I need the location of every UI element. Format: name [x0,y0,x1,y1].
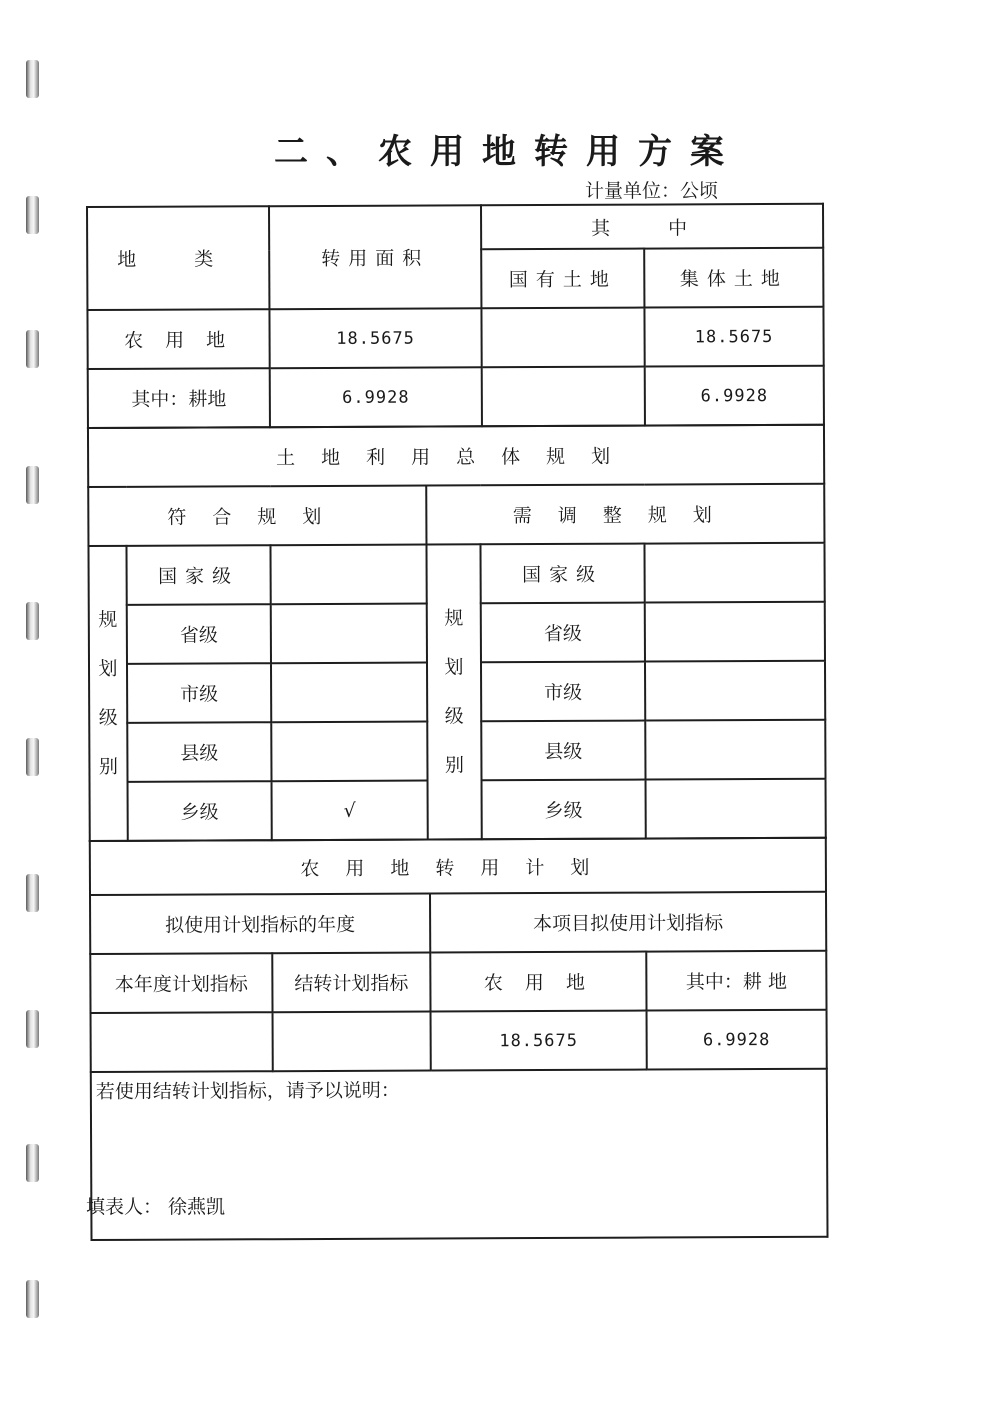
header-land-type: 地 类 [87,206,269,310]
convert-plan-title: 农用地转用计划 [90,838,826,895]
punch-hole [26,1144,39,1182]
row-collective: 18.5675 [644,307,823,367]
level-name: 县级 [481,721,645,781]
row-state [482,367,645,427]
measure-unit: 计量单位：公顷 [585,180,719,202]
level-name: 乡级 [482,780,646,840]
carry-over-header: 结转计划指标 [272,953,430,1013]
project-quota-header: 本项目拟使用计划指标 [430,892,826,953]
adjust-plan-header: 需调整规划 [426,484,824,545]
punch-hole [26,1010,39,1048]
this-year-header: 本年度计划指标 [90,953,272,1013]
level-name: 乡级 [128,781,272,841]
plan-level-label-left: 规 划 级 别 [88,546,127,841]
level-name: 县级 [127,722,271,782]
year-quota-header: 拟使用计划指标的年度 [90,894,430,954]
level-name: 国家级 [480,544,644,604]
row-state [481,308,644,368]
level-comply-value: √ [272,781,428,841]
this-year-value [91,1012,273,1072]
plan-level-label-right: 规 划 级 别 [426,544,481,839]
table-row [91,1010,827,1072]
level-name: 国家级 [126,545,270,605]
plan-section-title: 土地利用总体规划 [88,425,824,487]
row-label: 其中：耕地 [88,368,270,428]
comply-plan-header: 符合规划 [88,486,426,546]
table-row [87,307,823,369]
punch-hole [26,874,39,912]
level-comply-value [271,663,427,723]
level-name: 市级 [127,663,271,723]
row-label: 农 用 地 [87,309,269,369]
table-row [88,543,824,605]
table-row [88,366,824,428]
level-name: 省级 [127,604,271,664]
level-comply-value [271,722,427,782]
cultivated-header: 其中：耕 地 [646,951,826,1011]
row-collective: 6.9928 [645,366,824,426]
punch-hole [26,1280,39,1318]
level-adjust-value [645,661,825,721]
punch-hole [26,466,39,504]
level-adjust-value [645,720,825,780]
level-adjust-value [646,779,826,839]
punch-hole [26,738,39,776]
cultivated-value: 6.9928 [647,1010,827,1070]
farm-land-header: 农 用 地 [430,952,646,1012]
punch-hole [26,60,39,98]
header-state-land: 国有土地 [481,249,644,309]
header-area: 转用面积 [269,205,481,309]
level-adjust-value [644,543,824,603]
punch-hole [26,330,39,368]
page-title: 二、农用地转用方案 [274,132,742,172]
plan-table [87,424,827,842]
farm-land-value: 18.5675 [431,1011,647,1071]
level-name: 市级 [481,662,645,722]
carry-over-note: 若使用结转计划指标，请予以说明： [91,1069,828,1240]
row-area: 18.5675 [269,308,481,368]
punch-hole [26,602,39,640]
conversion-form [86,203,827,1241]
punch-hole [26,196,39,234]
level-comply-value [270,545,426,605]
row-area: 6.9928 [270,367,482,427]
level-comply-value [271,604,427,664]
header-collective-land: 集体土地 [644,248,823,308]
land-type-table [86,203,825,429]
carry-over-value [273,1012,431,1072]
level-name: 省级 [481,603,645,663]
header-among: 其 中 [481,204,823,249]
level-adjust-value [645,602,825,662]
form-filler: 填表人： 徐燕凯 [86,1196,226,1218]
convert-plan-table [89,837,829,1241]
